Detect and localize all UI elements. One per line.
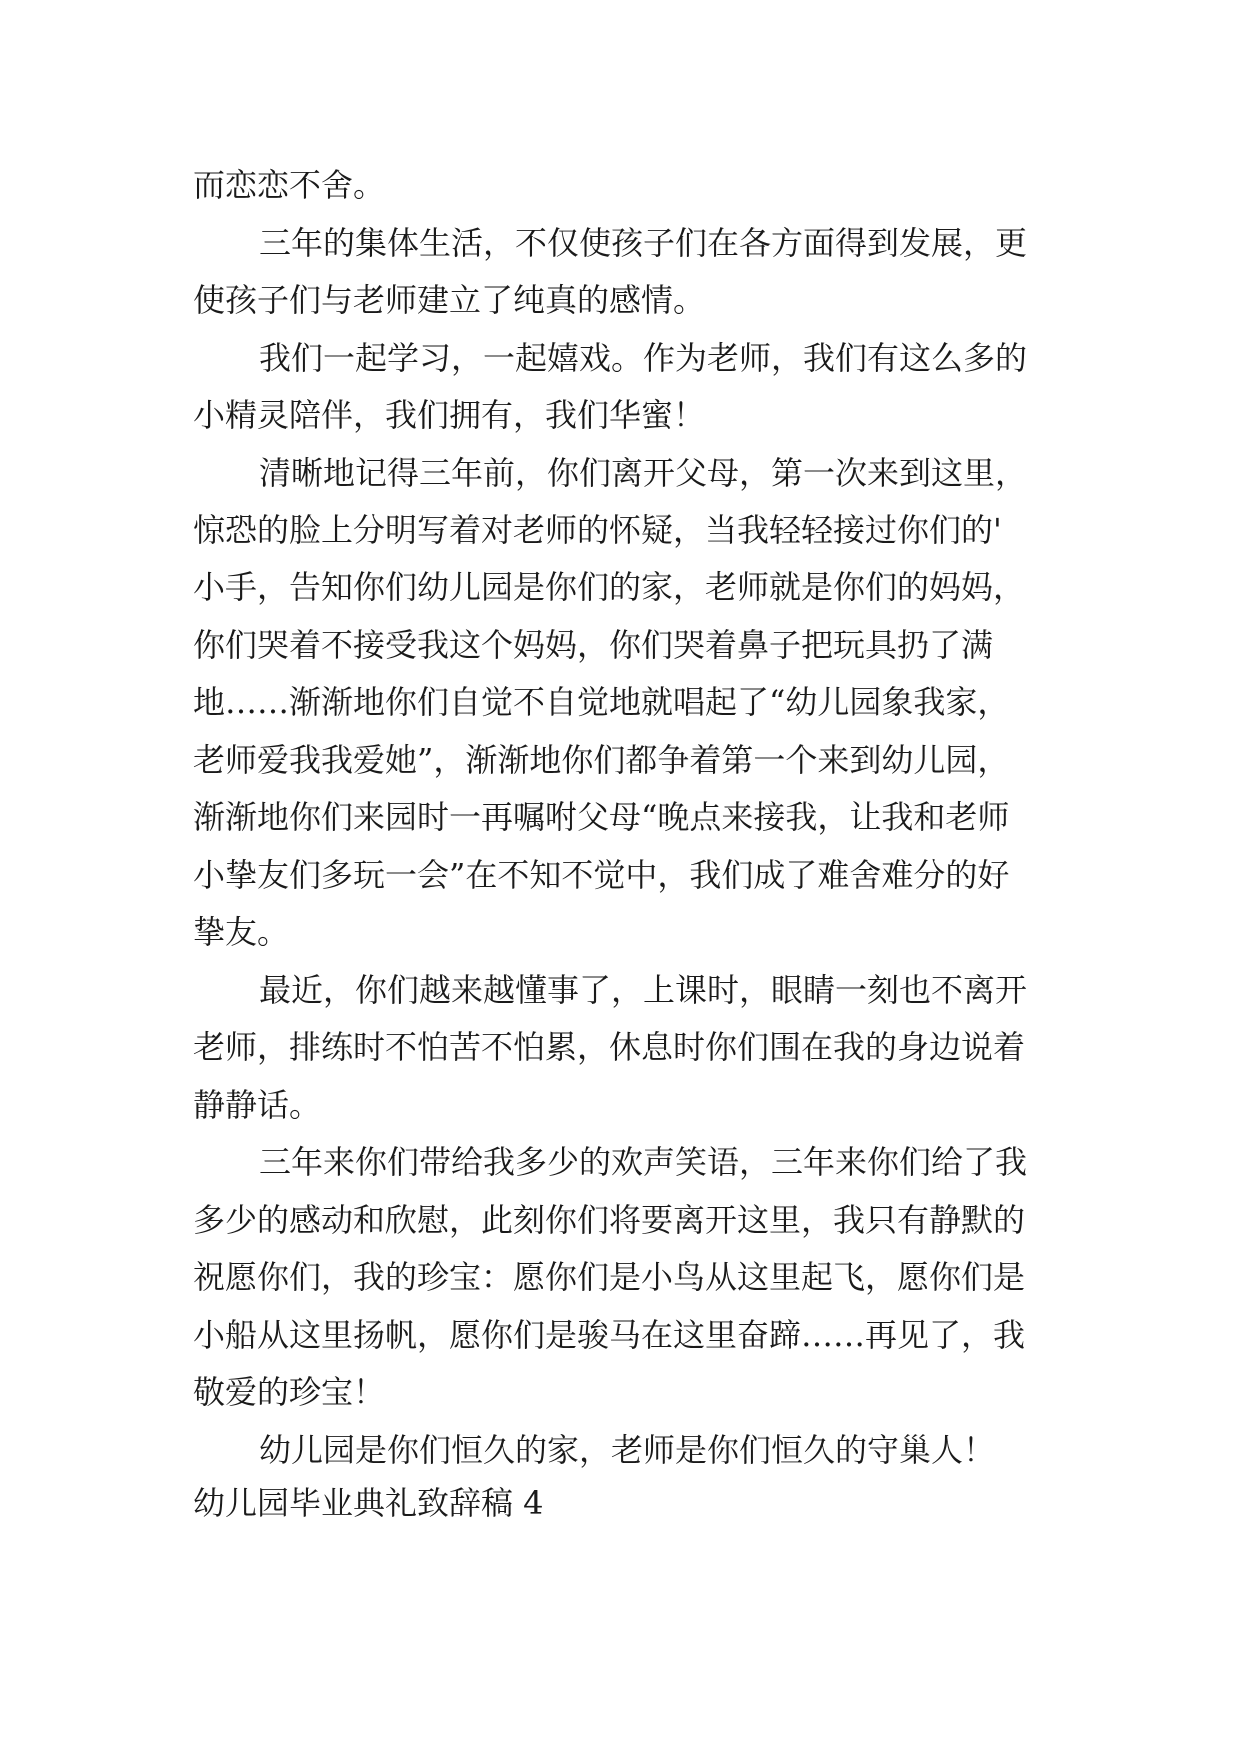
text-line: 你们哭着不接受我这个妈妈，你们哭着鼻子把玩具扔了满 [193, 626, 994, 664]
paragraph-start: 幼儿园是你们恒久的家，老师是你们恒久的守巢人！ [259, 1431, 996, 1469]
text-line: 使孩子们与老师建立了纯真的感情。 [193, 281, 706, 319]
section-heading: 幼儿园毕业典礼致辞稿 4 [193, 1484, 544, 1522]
text-line: 小手，告知你们幼儿园是你们的家，老师就是你们的妈妈， [193, 568, 1026, 606]
text-line: 渐渐地你们来园时一再嘱咐父母“晚点来接我，让我和老师 [193, 798, 1010, 836]
text-line: 敬爱的珍宝！ [193, 1373, 386, 1411]
text-line: 挚友。 [193, 913, 290, 951]
text-line: 而恋恋不舍。 [193, 166, 386, 204]
text-line: 小船从这里扬帆，愿你们是骏马在这里奋蹄……再见了，我 [193, 1316, 1026, 1354]
text-line: 小挚友们多玩一会”在不知不觉中，我们成了难舍难分的好 [193, 856, 1010, 894]
text-line: 老师，排练时不怕苦不怕累，休息时你们围在我的身边说着 [193, 1028, 1026, 1066]
text-line: 惊恐的脸上分明写着对老师的怀疑，当我轻轻接过你们的' [193, 511, 1002, 549]
text-line: 多少的感动和欣慰，此刻你们将要离开这里，我只有静默的 [193, 1201, 1026, 1239]
paragraph-start: 我们一起学习，一起嬉戏。作为老师，我们有这么多的 [259, 339, 1028, 377]
text-line: 老师爱我我爱她”，渐渐地你们都争着第一个来到幼儿园， [193, 741, 1010, 779]
paragraph-start: 三年来你们带给我多少的欢声笑语，三年来你们给了我 [259, 1143, 1028, 1181]
paragraph-start: 清晰地记得三年前，你们离开父母，第一次来到这里， [259, 454, 1028, 492]
text-line: 小精灵陪伴，我们拥有，我们华蜜！ [193, 396, 706, 434]
text-line: 静静话。 [193, 1086, 322, 1124]
text-line: 祝愿你们，我的珍宝：愿你们是小鸟从这里起飞，愿你们是 [193, 1258, 1026, 1296]
text-line: 地……渐渐地你们自觉不自觉地就唱起了“幼儿园象我家， [193, 683, 1010, 721]
paragraph-start: 三年的集体生活，不仅使孩子们在各方面得到发展，更 [259, 224, 1028, 262]
paragraph-start: 最近，你们越来越懂事了，上课时，眼睛一刻也不离开 [259, 971, 1028, 1009]
